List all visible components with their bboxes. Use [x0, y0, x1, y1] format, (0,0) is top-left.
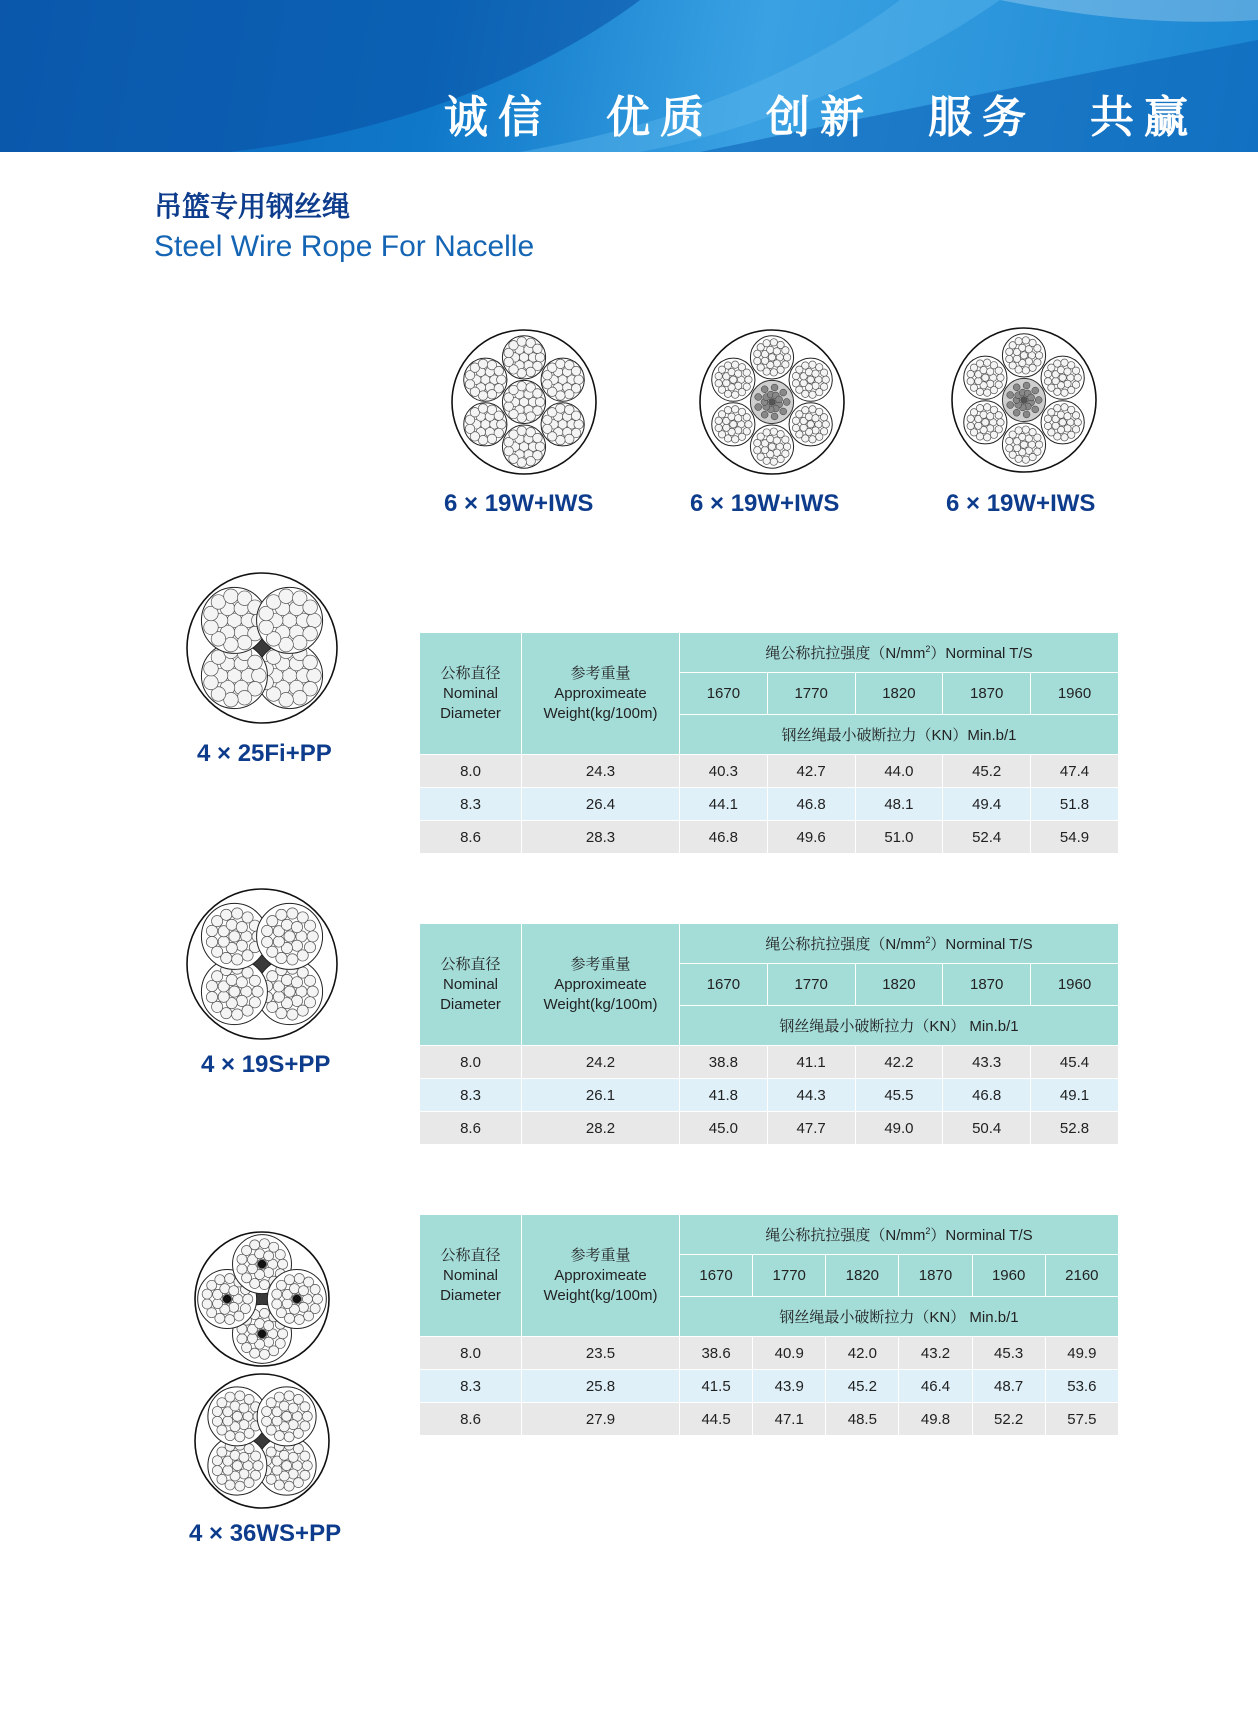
table-row [420, 1112, 1119, 1145]
grade-header-cell: 1670 [680, 1255, 753, 1297]
weight-cell: 28.2 [522, 1112, 680, 1145]
grade-header-cell: 1820 [855, 673, 943, 715]
breaking-force-cell: 45.5 [855, 1079, 943, 1112]
weight-cell: 25.8 [522, 1370, 680, 1403]
weight-cell: 26.4 [522, 788, 680, 821]
grade-header-cell: 1960 [1031, 964, 1119, 1006]
grade-header-cell: 1670 [680, 673, 768, 715]
breaking-force-cell: 46.8 [680, 821, 768, 854]
table-row [420, 1337, 1119, 1370]
breaking-force-cell: 48.1 [855, 788, 943, 821]
slogan-4: 服务 [928, 92, 1036, 143]
header-tensile-strength: 绳公称抗拉强度$(N/mm^2)Norminal$ T/S [680, 633, 1119, 673]
rope-section-4x19s [185, 887, 339, 1041]
breaking-force-cell: 52.2 [972, 1403, 1045, 1436]
breaking-force-cell: 49.4 [943, 788, 1031, 821]
page-title-cn: 吊篮专用钢丝绳 [154, 190, 351, 223]
header-banner [0, 0, 1258, 152]
slogan-2: 优质 [606, 92, 714, 143]
header-approx-weight: 参考重量 Approximeate Weight(kg/100m) [522, 633, 680, 755]
grade-header-cell: 1960 [1031, 673, 1119, 715]
breaking-force-cell: 54.9 [1031, 821, 1119, 854]
grade-header-cell: 1960 [972, 1255, 1045, 1297]
slogan-5: 共赢 [1090, 92, 1198, 143]
breaking-force-cell: 46.8 [767, 788, 855, 821]
rope-section-4x25fi [185, 571, 339, 725]
breaking-force-cell: 47.4 [1031, 755, 1119, 788]
breaking-force-cell: 41.8 [680, 1079, 768, 1112]
grade-header-cell: 1870 [899, 1255, 972, 1297]
table-row [420, 788, 1119, 821]
weight-cell: 24.3 [522, 755, 680, 788]
breaking-force-cell: 48.7 [972, 1370, 1045, 1403]
breaking-force-cell: 44.1 [680, 788, 768, 821]
header-approx-weight: 参考重量 Approximeate Weight(kg/100m) [522, 924, 680, 1046]
breaking-force-cell: 45.2 [943, 755, 1031, 788]
breaking-force-cell: 43.3 [943, 1046, 1031, 1079]
breaking-force-cell: 43.9 [753, 1370, 826, 1403]
header-tensile-strength: 绳公称抗拉强度$(N/mm^2)Norminal$ T/S [680, 924, 1119, 964]
table-row [420, 1079, 1119, 1112]
breaking-force-cell: 52.8 [1031, 1112, 1119, 1145]
breaking-force-cell: 44.0 [855, 755, 943, 788]
weight-cell: 27.9 [522, 1403, 680, 1436]
table-row [420, 821, 1119, 854]
breaking-force-cell: 47.7 [767, 1112, 855, 1145]
diameter-cell: 8.0 [420, 1337, 522, 1370]
breaking-force-cell: 38.6 [680, 1337, 753, 1370]
rope-label-6x19w-b: 6 × 19W+IWS [690, 490, 840, 517]
diameter-cell: 8.3 [420, 1370, 522, 1403]
rope-section-4x36ws-a [193, 1230, 331, 1368]
breaking-force-cell: 40.9 [753, 1337, 826, 1370]
breaking-force-cell: 51.8 [1031, 788, 1119, 821]
breaking-force-cell: 43.2 [899, 1337, 972, 1370]
table-row [420, 1046, 1119, 1079]
grade-header-cell: 1770 [753, 1255, 826, 1297]
grade-header-cell: 1820 [826, 1255, 899, 1297]
breaking-force-cell: 57.5 [1045, 1403, 1118, 1436]
rope-section-6x19w-b [698, 328, 846, 476]
breaking-force-cell: 48.5 [826, 1403, 899, 1436]
grade-header-cell: 1770 [767, 964, 855, 1006]
breaking-force-cell: 50.4 [943, 1112, 1031, 1145]
diameter-cell: 8.6 [420, 1112, 522, 1145]
diameter-cell: 8.3 [420, 1079, 522, 1112]
breaking-force-cell: 41.5 [680, 1370, 753, 1403]
breaking-force-cell: 45.2 [826, 1370, 899, 1403]
diameter-cell: 8.3 [420, 788, 522, 821]
grade-header-cell: 1670 [680, 964, 768, 1006]
rope-label-6x19w-c: 6 × 19W+IWS [946, 490, 1096, 517]
breaking-force-cell: 47.1 [753, 1403, 826, 1436]
weight-cell: 26.1 [522, 1079, 680, 1112]
breaking-force-cell: 49.9 [1045, 1337, 1118, 1370]
breaking-force-cell: 53.6 [1045, 1370, 1118, 1403]
rope-label-4x36ws: 4 × 36WS+PP [189, 1520, 342, 1547]
header-breaking-force: 钢丝绳最小破断拉力（KN） Min.b/1 [680, 1297, 1119, 1337]
breaking-force-cell: 51.0 [855, 821, 943, 854]
breaking-force-cell: 45.0 [680, 1112, 768, 1145]
weight-cell: 24.2 [522, 1046, 680, 1079]
breaking-force-cell: 45.3 [972, 1337, 1045, 1370]
rope-section-4x36ws-b [193, 1372, 331, 1510]
breaking-force-cell: 45.4 [1031, 1046, 1119, 1079]
header-approx-weight: 参考重量 Approximeate Weight(kg/100m) [522, 1215, 680, 1337]
weight-cell: 23.5 [522, 1337, 680, 1370]
breaking-force-cell: 49.6 [767, 821, 855, 854]
breaking-force-cell: 49.0 [855, 1112, 943, 1145]
breaking-force-cell: 38.8 [680, 1046, 768, 1079]
header-nominal-diameter: 公称直径 Nominal Diameter [420, 633, 522, 755]
table-row [420, 1403, 1119, 1436]
diameter-cell: 8.6 [420, 1403, 522, 1436]
table-body [420, 1046, 1119, 1145]
spec-table-4x19s [419, 923, 1119, 1145]
weight-cell: 28.3 [522, 821, 680, 854]
breaking-force-cell: 52.4 [943, 821, 1031, 854]
breaking-force-cell: 46.8 [943, 1079, 1031, 1112]
breaking-force-cell: 42.0 [826, 1337, 899, 1370]
rope-label-4x25fi: 4 × 25Fi+PP [197, 740, 332, 767]
diameter-cell: 8.0 [420, 755, 522, 788]
table-body [420, 1337, 1119, 1436]
breaking-force-cell: 41.1 [767, 1046, 855, 1079]
breaking-force-cell: 46.4 [899, 1370, 972, 1403]
breaking-force-cell: 44.3 [767, 1079, 855, 1112]
slogan-3: 创新 [766, 92, 874, 143]
table-row [420, 755, 1119, 788]
breaking-force-cell: 49.1 [1031, 1079, 1119, 1112]
rope-section-6x19w-a [450, 328, 598, 476]
spec-table-4x25fi [419, 632, 1119, 854]
breaking-force-cell: 49.8 [899, 1403, 972, 1436]
slogan-1: 诚信 [444, 92, 552, 143]
grade-header-cell: 1870 [943, 673, 1031, 715]
diameter-cell: 8.6 [420, 821, 522, 854]
header-tensile-strength: 绳公称抗拉强度$(N/mm^2)Norminal$ T/S [680, 1215, 1119, 1255]
rope-section-6x19w-c [950, 326, 1098, 474]
grade-header-cell: 1820 [855, 964, 943, 1006]
breaking-force-cell: 40.3 [680, 755, 768, 788]
table-row [420, 1370, 1119, 1403]
header-nominal-diameter: 公称直径 Nominal Diameter [420, 1215, 522, 1337]
diameter-cell: 8.0 [420, 1046, 522, 1079]
header-breaking-force: 钢丝绳最小破断拉力（KN）Min.b/1 [680, 715, 1119, 755]
grade-header-cell: 1770 [767, 673, 855, 715]
rope-label-4x19s: 4 × 19S+PP [201, 1051, 331, 1078]
breaking-force-cell: 44.5 [680, 1403, 753, 1436]
page-title-en: Steel Wire Rope For Nacelle [154, 230, 535, 263]
grade-header-cell: 2160 [1045, 1255, 1118, 1297]
header-breaking-force: 钢丝绳最小破断拉力（KN） Min.b/1 [680, 1006, 1119, 1046]
grade-header-cell: 1870 [943, 964, 1031, 1006]
breaking-force-cell: 42.7 [767, 755, 855, 788]
table-body [420, 755, 1119, 854]
breaking-force-cell: 42.2 [855, 1046, 943, 1079]
rope-label-6x19w-a: 6 × 19W+IWS [444, 490, 594, 517]
header-nominal-diameter: 公称直径 Nominal Diameter [420, 924, 522, 1046]
spec-table-4x36ws [419, 1214, 1119, 1436]
